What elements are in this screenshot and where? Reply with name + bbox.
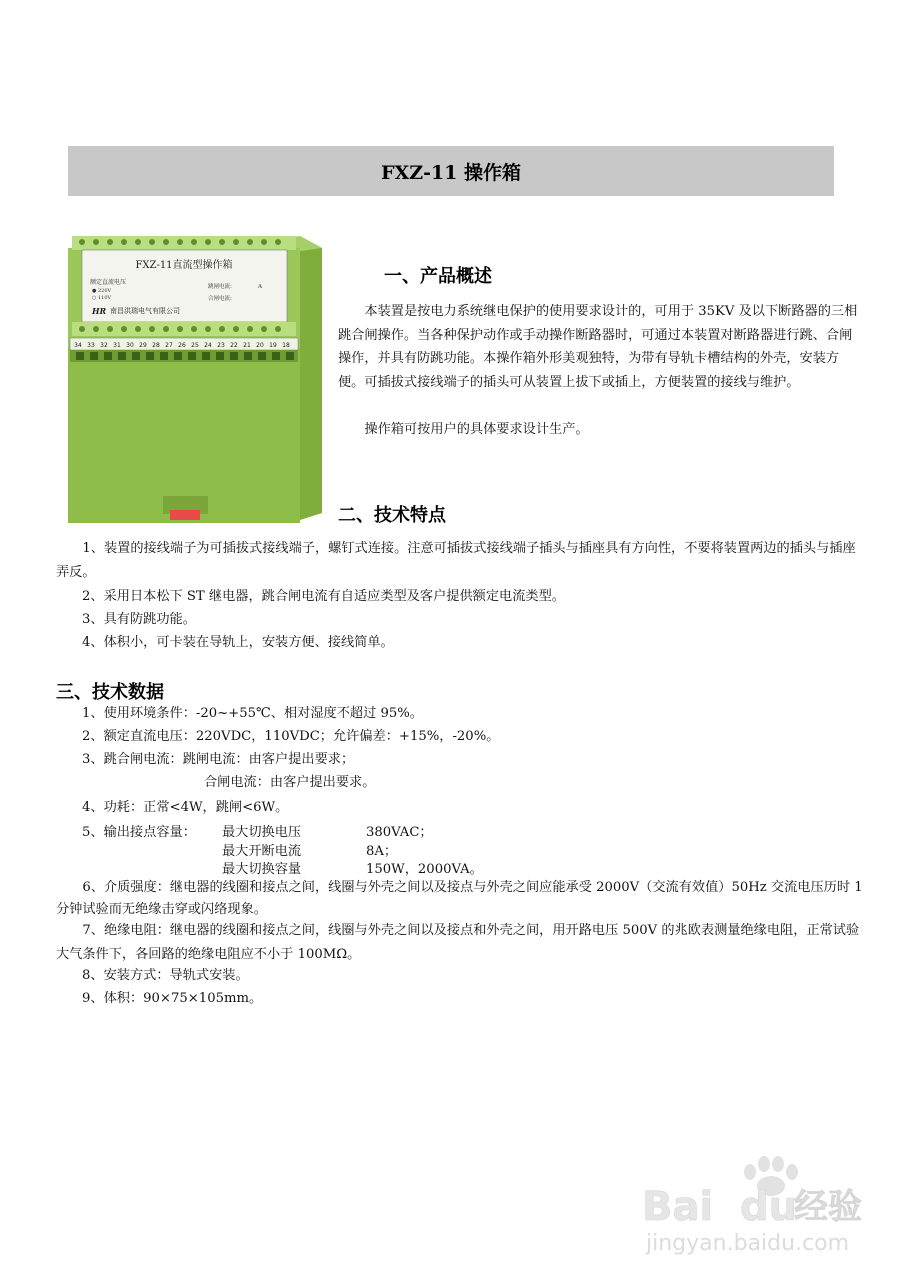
spec-value-max-current: 8A； — [366, 844, 398, 859]
terminal-numbers — [74, 342, 290, 349]
terminal-number: 21 — [243, 342, 251, 349]
terminal-number: 28 — [152, 342, 160, 349]
watermark-brand-cn: 经验 — [794, 1187, 862, 1227]
section2-item-2: 2、采用日本松下 ST 继电器，跳合闸电流有自适应类型及客户提供额定电流类型。 — [82, 589, 565, 604]
photo-logo: HR — [92, 306, 107, 316]
spec-value-max-capacity: 150W，2000VA。 — [366, 862, 483, 877]
photo-label-trip: 跳闸电流: — [208, 284, 232, 290]
spec-label-max-voltage: 最大切换电压 — [222, 825, 302, 840]
terminal-number: 30 — [126, 342, 134, 349]
photo-company: 南昌洪瑞电气有限公司 — [110, 307, 180, 315]
page-title: FXZ-11 操作箱 — [380, 161, 522, 184]
section2-item-3: 3、具有防跳功能。 — [82, 612, 196, 627]
section3-heading: 三、技术数据 — [56, 682, 164, 703]
section3-item-3a: 3、跳合闸电流：跳闸电流：由客户提出要求； — [82, 752, 355, 767]
photo-label-close: 合闸电流: — [208, 296, 232, 302]
terminal-number: 26 — [178, 342, 186, 349]
terminal-number: 23 — [217, 342, 225, 349]
watermark-brand-b: du — [740, 1184, 798, 1230]
terminal-number: 27 — [165, 342, 173, 349]
section2-heading: 二、技术特点 — [338, 505, 446, 526]
photo-label-top: FXZ-11直流型操作箱 — [135, 260, 233, 271]
section3-item-9: 9、体积：90×75×105mm。 — [82, 991, 263, 1006]
section3-item-2: 2、额定直流电压：220VDC，110VDC；允许偏差：+15%，-20%。 — [82, 729, 500, 744]
section1-paragraph-1: 本装置是按电力系统继电保护的使用要求设计的，可用于 35KV 及以下断路器的三相跳合闸操作。当各种保护动作或手动操作断路器时，可通过本装置对断路器进行跳、合闸操作，并具有防跳功能。本操作箱外形美观独特，为带有导轨卡槽结构的外壳，安装方便。可插拔式接线端子的插头可从装置上拔下或插上，方便装置的接线与维护。 — [338, 304, 858, 390]
section3-item-8: 8、安装方式：导轨式安装。 — [82, 968, 249, 983]
section3-item-5-prefix: 5、输出接点容量： — [82, 825, 196, 840]
watermark-brand-a: Bai — [642, 1184, 714, 1230]
section1-heading: 一、产品概述 — [384, 266, 492, 287]
photo-label-unit: A — [258, 284, 262, 290]
section3-item-3b: 合闸电流：由客户提出要求。 — [204, 775, 376, 790]
spec-label-max-current: 最大开断电流 — [222, 844, 302, 859]
section2-item-1: 1、装置的接线端子为可插拔式接线端子，螺钉式连接。注意可插拔式接线端子插头与插座具有方向性，不要将装置两边的插头与插座弄反。 — [56, 541, 856, 580]
terminal-number: 20 — [256, 342, 264, 349]
watermark-url: jingyan.baidu.com — [646, 1231, 850, 1256]
photo-label-line3: ○ 110V — [92, 295, 112, 301]
photo-label-line2: ● 220V — [92, 288, 112, 294]
terminal-number: 18 — [282, 342, 290, 349]
terminal-number: 22 — [230, 342, 238, 349]
photo-label-line1: 额定直流电压 — [90, 279, 127, 286]
section1-paragraph-2: 操作箱可按用户的具体要求设计生产。 — [364, 422, 589, 437]
terminal-number: 31 — [113, 342, 121, 349]
spec-value-max-voltage: 380VAC； — [366, 825, 433, 840]
terminal-number: 33 — [87, 342, 95, 349]
terminal-number: 19 — [269, 342, 277, 349]
spec-label-max-capacity: 最大切换容量 — [222, 862, 302, 877]
terminal-number: 32 — [100, 342, 108, 349]
section3-item-6: 6、介质强度：继电器的线圈和接点之间，线圈与外壳之间以及接点与外壳之间应能承受 2000V（交流有效值）50Hz 交流电压历时 1 分钟试验而无绝缘击穿或闪络现象。 — [56, 880, 863, 917]
product-photo — [68, 228, 326, 528]
section3-item-4: 4、功耗：正常<4W，跳闸<6W。 — [82, 800, 289, 815]
terminal-number: 24 — [204, 342, 212, 349]
section3-item-7: 7、绝缘电阻：继电器的线圈和接点之间，线圈与外壳之间以及接点和外壳之间，用开路电压 500V 的兆欧表测量绝缘电阻，正常试验大气条件下，各回路的绝缘电阻应不小于 100MΩ。 — [56, 923, 860, 962]
terminal-number: 29 — [139, 342, 147, 349]
terminal-number: 34 — [74, 342, 82, 349]
terminal-number: 25 — [191, 342, 199, 349]
baidu-jingyan-watermark — [640, 1150, 880, 1262]
section2-item-4: 4、体积小，可卡装在导轨上，安装方便、接线简单。 — [82, 635, 394, 650]
title-bar — [68, 146, 834, 196]
section3-item-1: 1、使用环境条件：-20~+55℃、相对湿度不超过 95%。 — [82, 706, 423, 721]
